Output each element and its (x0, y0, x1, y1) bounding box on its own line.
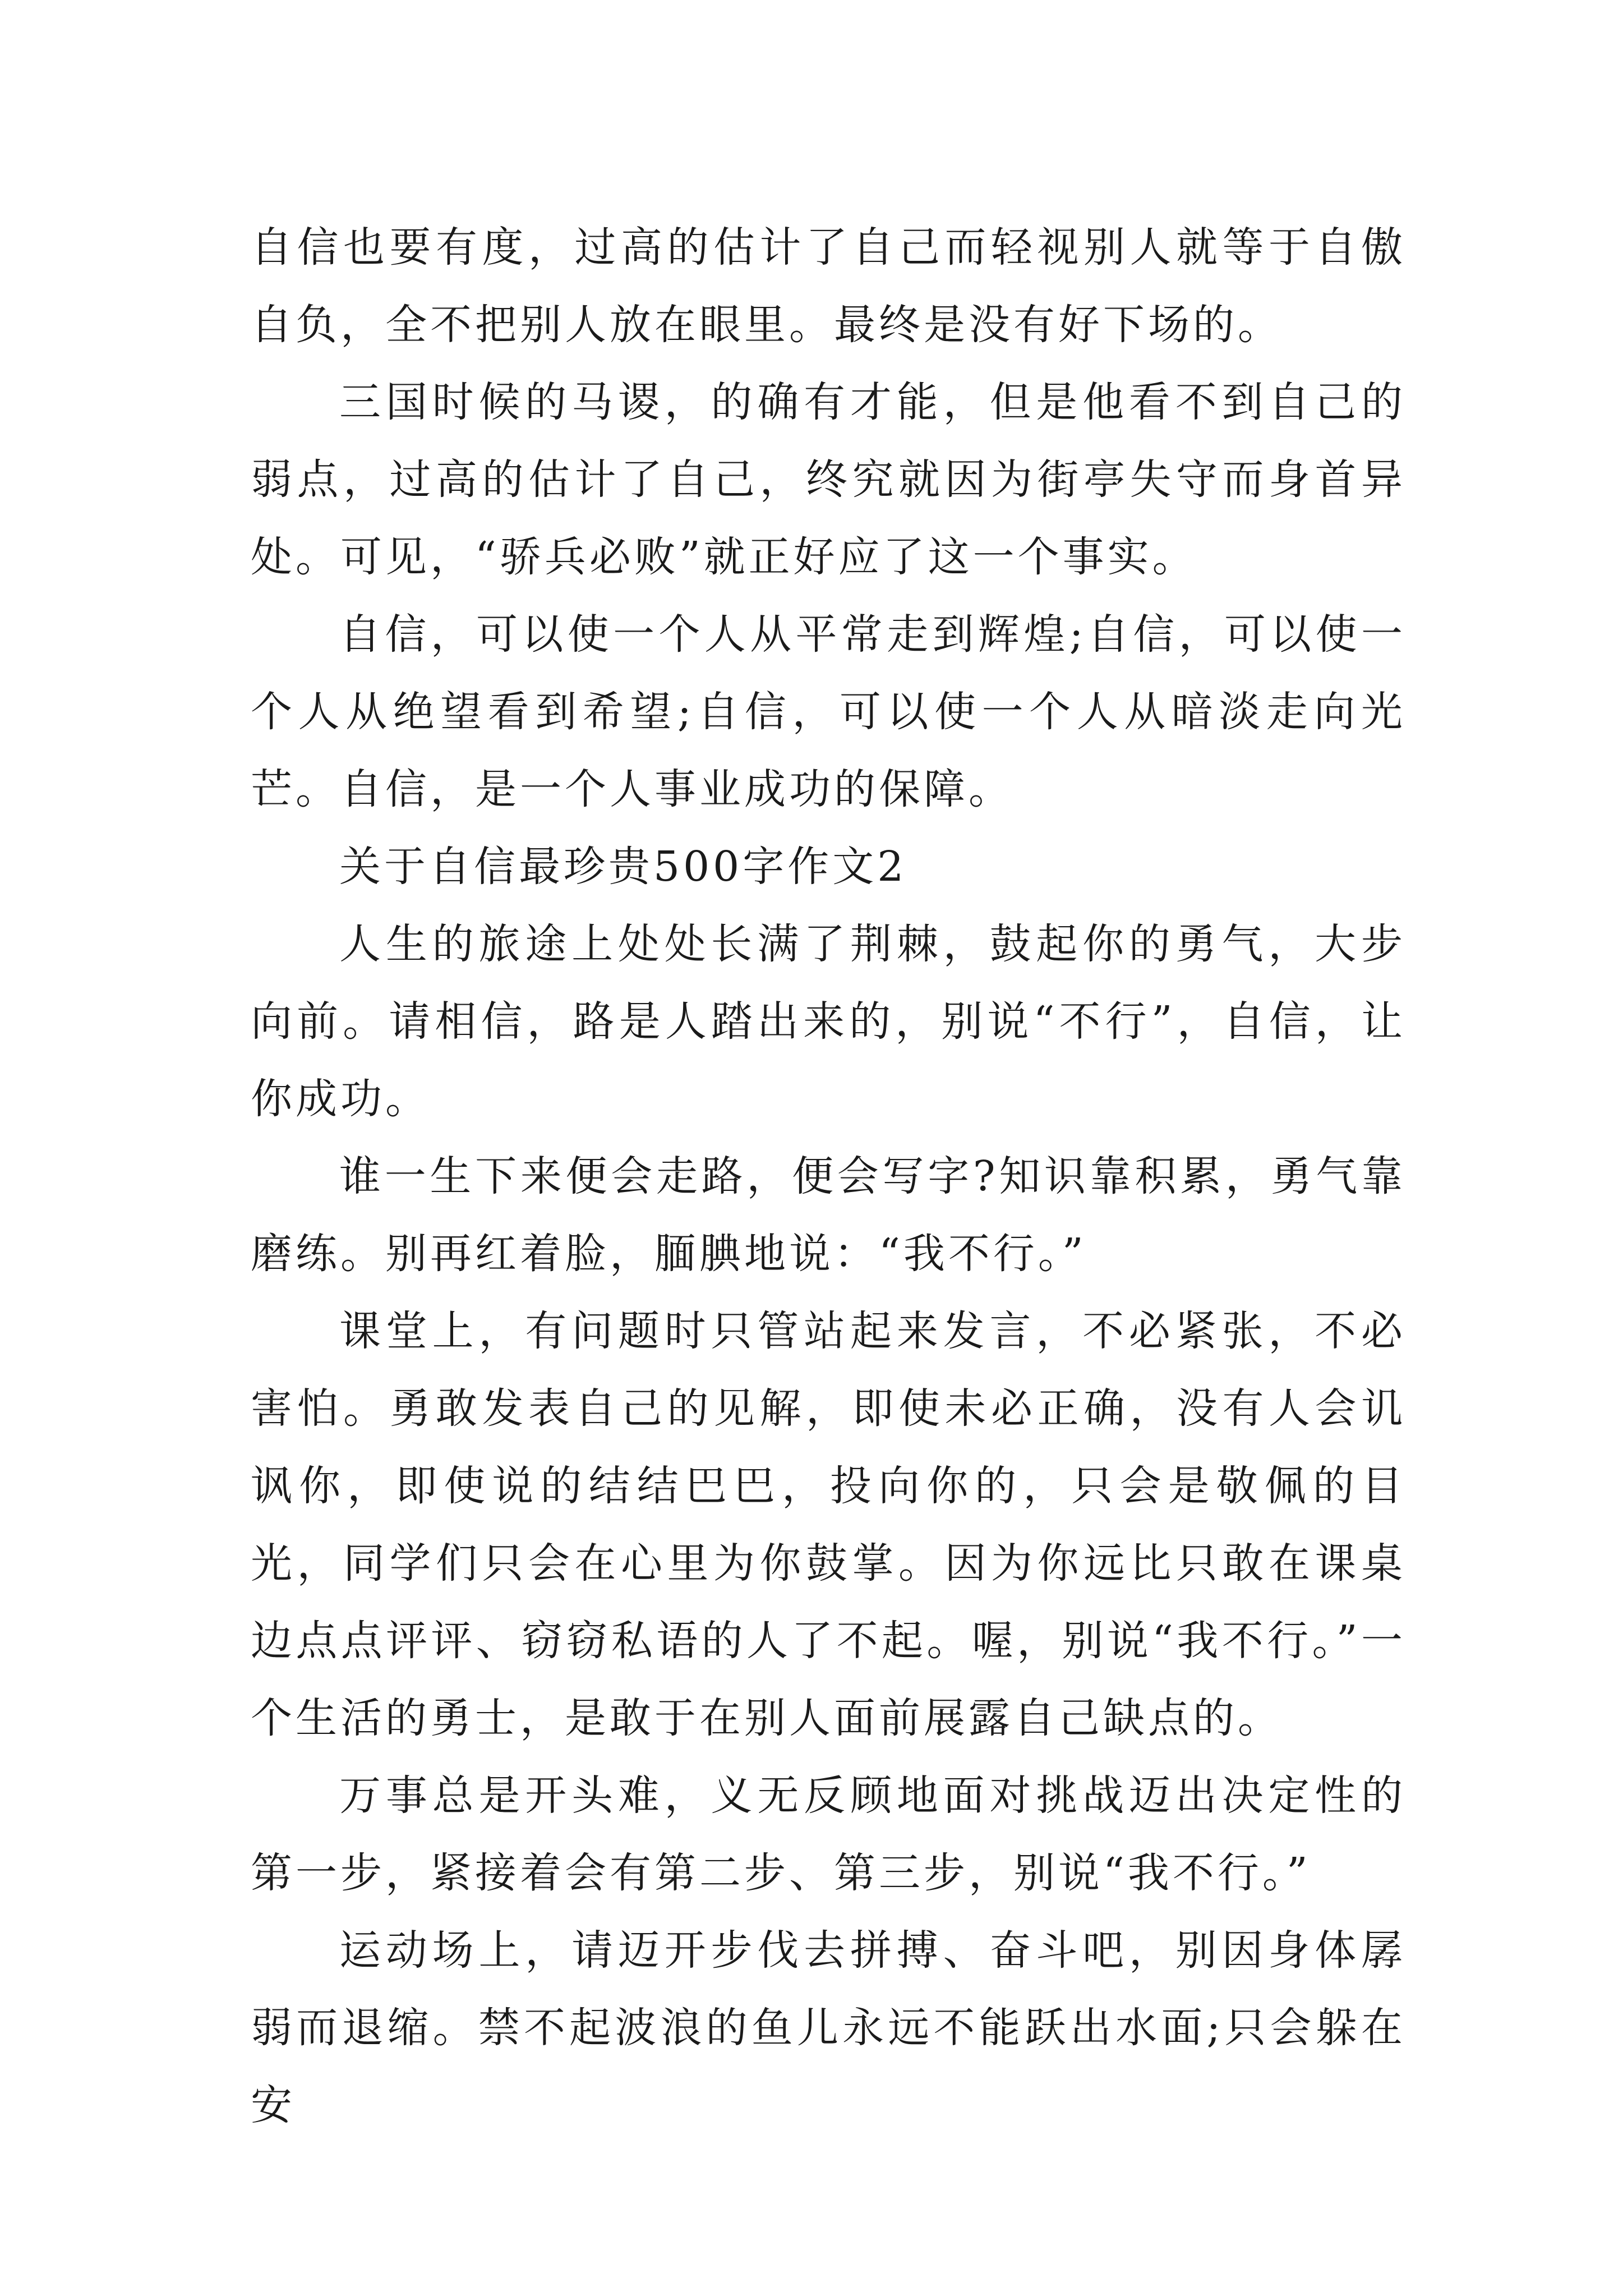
paragraph: 三国时候的马谡，的确有才能，但是他看不到自己的弱点，过高的估计了自己，终究就因为街亭失守而身首异处。可见，“骄兵必败”就正好应了这一个事实。 (251, 378, 1406, 581)
paragraph: 课堂上，有问题时只管站起来发言，不必紧张，不必害怕。勇敢发表自己的见解，即使未必正确，没有人会讥讽你，即使说的结结巴巴，投向你的，只会是敬佩的目光，同学们只会在心里为你鼓掌。因为你远比只敢在课桌边点点评评、窃窃私语的人了不起。喔，别说“我不行。”一个生活的勇士，是敢于在别人面前展露自己缺点的。 (251, 1307, 1406, 1742)
paragraph: 自信也要有度，过高的估计了自己而轻视别人就等于自傲自负，全不把别人放在眼里。最终是没有好下场的。 (251, 223, 1406, 349)
paragraph: 运动场上，请迈开步伐去拼搏、奋斗吧，别因身体孱弱而退缩。禁不起波浪的鱼儿永远不能跃出水面;只会躲在安 (251, 1926, 1406, 2129)
paragraph: 万事总是开头难，义无反顾地面对挑战迈出决定性的第一步，紧接着会有第二步、第三步，别说“我不行。” (251, 1772, 1406, 1897)
paragraph: 人生的旅途上处处长满了荆棘，鼓起你的勇气，大步向前。请相信，路是人踏出来的，别说“不行”，自信，让你成功。 (251, 920, 1406, 1123)
document-body (251, 209, 1406, 2144)
paragraph: 谁一生下来便会走路，便会写字?知识靠积累，勇气靠磨练。别再红着脸，腼腆地说：“我不行。” (251, 1152, 1406, 1278)
section-heading: 关于自信最珍贵500字作文2 (339, 843, 907, 891)
paragraph: 自信，可以使一个人从平常走到辉煌;自信，可以使一个人从绝望看到希望;自信，可以使一个人从暗淡走向光芒。自信，是一个人事业成功的保障。 (251, 610, 1406, 813)
